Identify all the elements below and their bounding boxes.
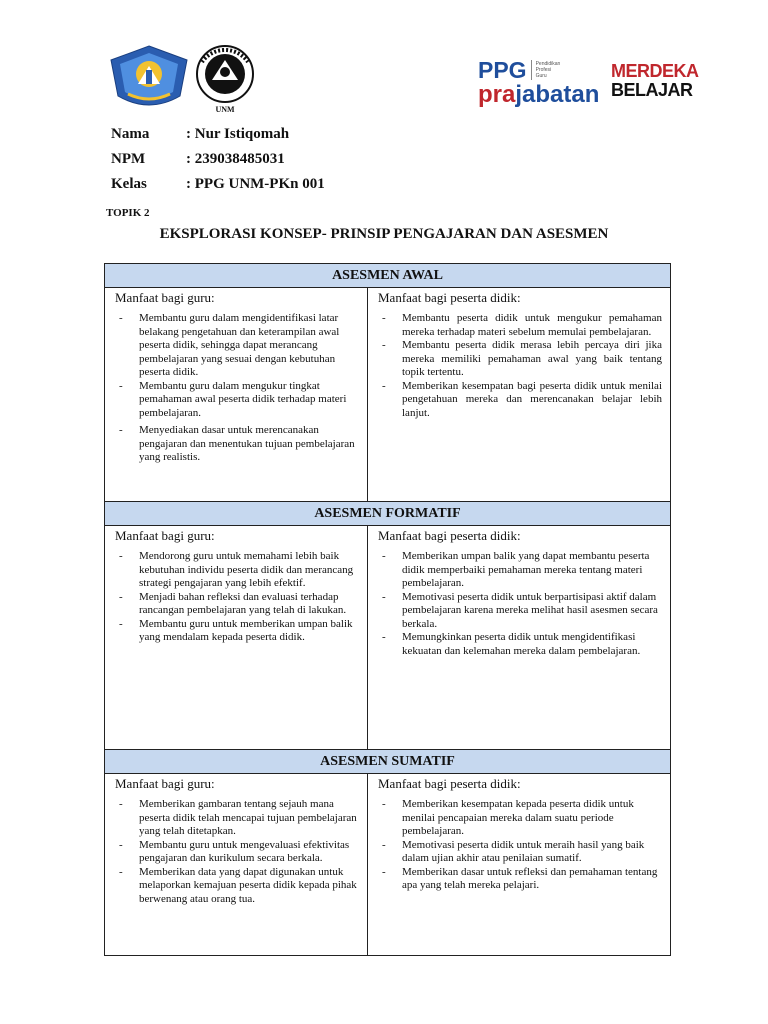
list-item: - Membantu guru untuk mengevaluasi efektivitas pengajaran dan kurikulum secara berkala. <box>119 838 350 864</box>
list-item: - Memungkinkan peserta didik untuk mengidentifikasi kekuatan dan kelemahan mereka dalam pembelajaran. <box>382 631 641 657</box>
list-item: - Membantu guru untuk memberikan umpan balik yang mendalam kepada peserta didik. <box>119 617 353 643</box>
siswa-column <box>368 526 670 749</box>
identity-block <box>111 126 325 201</box>
identity-row-npm <box>111 151 325 176</box>
section-heading-sumatif: ASESMEN SUMATIF <box>105 750 670 774</box>
identity-value: : Nur Istiqomah <box>186 126 290 142</box>
ppg-side-text: Pendidikan Profesi Guru <box>535 61 561 79</box>
prajabatan-jabatan: jabatan <box>515 81 600 108</box>
section-heading-awal: ASESMEN AWAL <box>105 264 670 288</box>
list-item: - Membantu guru dalam mengukur tingkat pemahaman awal peserta didik terhadap materi pembelajaran. <box>119 379 347 419</box>
list-item: - Memberikan data yang dapat digunakan untuk melaporkan kemajuan peserta didik kepada pihak berwenang atau orang tua. <box>119 865 357 905</box>
siswa-column <box>368 774 670 956</box>
list-item: - Memberikan gambaran tentang sejauh mana peserta didik telah mencapai tujuan pembelajaran yang telah ditetapkan. <box>119 798 357 837</box>
list-item: - Mendorong guru untuk memahami lebih baik kebutuhan individu peserta didik dan merancang strategi pengajaran yang lebih efektif. <box>119 550 354 589</box>
list-item: - Memotivasi peserta didik untuk berpartisipasi aktif dalam pembelajaran karena mereka melihat hasil asesmen secara berkala. <box>382 590 658 630</box>
identity-value: : PPG UNM-PKn 001 <box>186 176 325 192</box>
unm-logo-icon <box>194 40 256 118</box>
list-item: - Memberikan dasar untuk refleksi dan pemahaman tentang apa yang telah mereka pelajari. <box>382 865 658 891</box>
page-title: EKSPLORASI KONSEP- PRINSIP PENGAJARAN DAN ASESMEN <box>159 226 609 242</box>
list-item: - Menjadi bahan refleksi dan evaluasi terhadap rancangan pembelajaran yang telah di lakukan. <box>119 590 347 616</box>
ppg-label: PPG <box>478 57 527 83</box>
list-item: - Membantu peserta didik untuk mengukur pemahaman mereka terhadap materi sebelum memulai pembelajaran. <box>382 312 662 338</box>
header-logos <box>106 40 699 120</box>
identity-value: : 239038485031 <box>186 151 285 167</box>
section-body-formatif <box>105 526 670 750</box>
list-item: - Memberikan kesempatan bagi peserta didik untuk menilai pengetahuan mereka dan merencanakan belajar lebih lanjut. <box>382 379 662 419</box>
guru-column-heading: Manfaat bagi guru: <box>115 776 215 791</box>
guru-column <box>105 288 368 501</box>
siswa-column-heading: Manfaat bagi peserta didik: <box>378 528 521 543</box>
svg-text:UNM: UNM <box>215 105 235 114</box>
identity-label: Nama <box>111 126 150 142</box>
list-item: - Memberikan kesempatan kepada peserta didik untuk menilai pencapaian mereka dalam suatu periode pembelajaran. <box>382 798 634 837</box>
merdeka-belajar-logo <box>611 61 699 100</box>
merdeka-line1: MERDEKA <box>611 61 699 81</box>
list-item: - Membantu guru dalam mengidentifikasi latar belakang pengetahuan dan keterampilan awal peserta didik, sehingga dapat merancang pembelajaran yang sesuai dengan kebutuhan peserta didik. <box>119 312 340 378</box>
section-heading-formatif: ASESMEN FORMATIF <box>105 502 670 526</box>
guru-benefit-list <box>113 550 359 645</box>
guru-column <box>105 774 368 956</box>
assessment-table <box>104 263 671 956</box>
list-item: - Membantu peserta didik merasa lebih percaya diri jika mereka memiliki pemahaman awal yang baik tentang topik tertentu. <box>382 339 662 378</box>
identity-row-kelas <box>111 176 325 201</box>
siswa-column-heading: Manfaat bagi peserta didik: <box>378 290 521 305</box>
guru-benefit-list <box>113 312 359 465</box>
siswa-benefit-list <box>376 550 662 658</box>
siswa-column-heading: Manfaat bagi peserta didik: <box>378 776 521 791</box>
merdeka-line2: BELAJAR <box>611 80 693 100</box>
list-item: - Memotivasi peserta didik untuk meraih hasil yang baik dalam ujian akhir atau penilaian sumatif. <box>382 838 645 864</box>
identity-row-nama <box>111 126 325 151</box>
prajabatan-pra: pra <box>478 81 516 108</box>
list-item: - Memberikan umpan balik yang dapat membantu peserta didik memperbaiki pemahaman mereka tentang materi pembelajaran. <box>382 550 650 589</box>
siswa-benefit-list <box>376 798 662 893</box>
section-body-awal <box>105 288 670 502</box>
guru-column <box>105 526 368 749</box>
topic-label: TOPIK 2 <box>106 207 150 219</box>
guru-column-heading: Manfaat bagi guru: <box>115 528 215 543</box>
siswa-benefit-list <box>376 312 662 420</box>
siswa-column <box>368 288 670 501</box>
guru-column-heading: Manfaat bagi guru: <box>115 290 215 305</box>
guru-benefit-list <box>113 798 359 906</box>
identity-label: NPM <box>111 151 146 167</box>
section-body-sumatif <box>105 774 670 956</box>
identity-label: Kelas <box>111 176 147 192</box>
kemdikbud-logo-icon <box>108 44 190 114</box>
ppg-prajabatan-logo <box>478 58 598 108</box>
list-item: - Menyediakan dasar untuk merencanakan pengajaran dan menentukan tujuan pembelajaran yang realistis. <box>119 424 355 463</box>
